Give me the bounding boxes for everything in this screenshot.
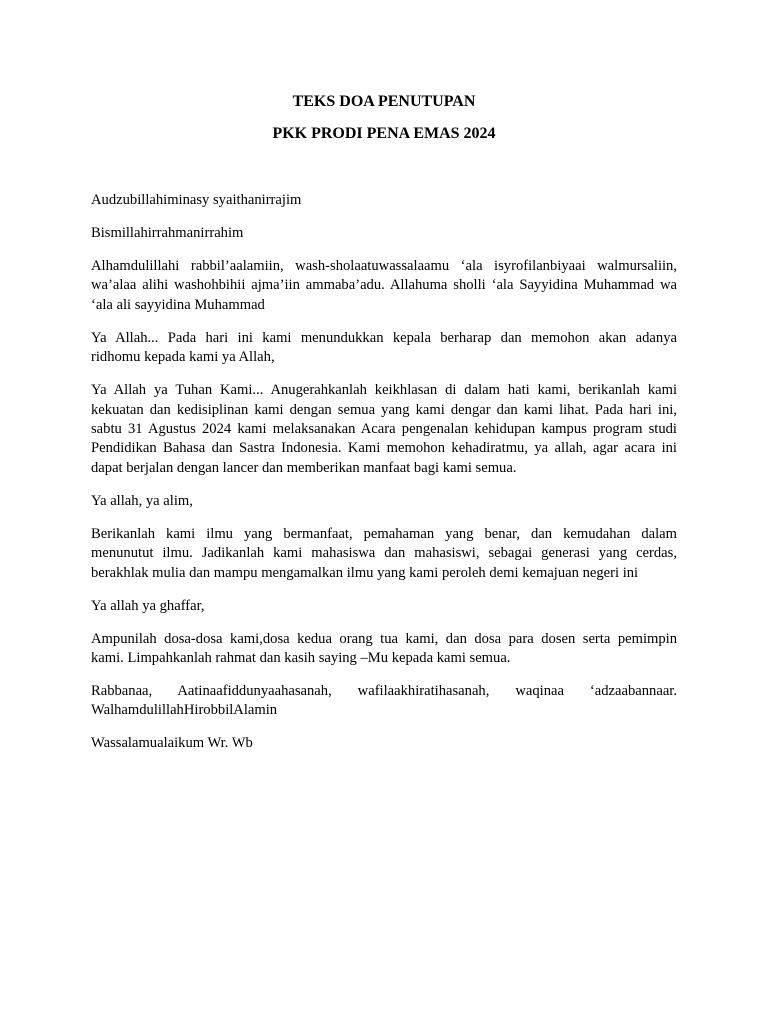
paragraph-line: Ampunilah dosa-dosa kami,dosa kedua orang tua kami, dan dosa para dosen serta pemimpin <box>91 630 677 647</box>
paragraph-line: Berikanlah kami ilmu yang bermanfaat, pemahaman yang benar, dan kemudahan dalam <box>91 525 677 542</box>
paragraph-line: Audzubillahiminasy syaithanirrajim <box>91 192 302 208</box>
paragraph-line: wa’alaa alihi washohbihii ajma’iin ammaba’adu. Allahuma sholli ‘ala Sayyidina Muhammad wa <box>91 277 677 294</box>
paragraph-line: Alhamdulillahi rabbil’aalamiin, wash-sholaatuwassalaamu ‘ala isyrofilanbiyaai walmursaliin, <box>91 258 677 274</box>
paragraph <box>91 682 677 721</box>
paragraph-line: Wassalamualaikum Wr. Wb <box>91 735 253 752</box>
paragraph-line: dapat berjalan dengan lancer dan memberikan manfaat bagi kami semua. <box>91 459 517 476</box>
document-page <box>91 92 677 767</box>
paragraph <box>91 597 677 616</box>
paragraph-line: ridhomu kepada kami ya Allah, <box>91 349 275 366</box>
paragraph <box>91 381 677 478</box>
paragraph <box>91 525 677 583</box>
paragraph-line: Bismillahirrahmanirrahim <box>91 225 244 241</box>
paragraph-line: kekuatan dan kedisiplinan kami dengan semua yang kami dengar dan kami lihat. Pada hari ini, <box>91 401 677 418</box>
paragraph-line: berakhlak mulia dan mampu mengamalkan ilmu yang kami peroleh demi kemajuan negeri ini <box>91 564 639 581</box>
paragraph-line: Ya allah ya ghaffar, <box>91 597 205 614</box>
paragraph-line: Ya allah, ya alim, <box>91 492 193 509</box>
paragraph <box>91 630 677 669</box>
paragraph-line: WalhamdulillahHirobbilAlamin <box>91 702 278 719</box>
paragraph-line: Rabbanaa, Aatinaafiddunyaahasanah, wafilaakhiratihasanah, waqinaa ‘adzaabannaar. <box>91 683 677 700</box>
document-body <box>91 191 677 754</box>
paragraph-line: kami. Limpahkanlah rahmat dan kasih saying –Mu kepada kami semua. <box>91 650 511 667</box>
paragraph-line: Ya Allah... Pada hari ini kami menundukkan kepala berharap dan memohon akan adanya <box>91 329 677 346</box>
paragraph-line: ‘ala ali sayyidina Muhammad <box>91 296 265 313</box>
paragraph <box>91 329 677 368</box>
paragraph-line: Pendidikan Bahasa dan Sastra Indonesia. Kami memohon kehadiratmu, ya allah, agar acara ini <box>91 440 677 457</box>
paragraph <box>91 224 677 243</box>
paragraph <box>91 734 677 753</box>
paragraph <box>91 191 677 210</box>
document-subtitle: PKK PRODI PENA EMAS 2024 <box>272 125 496 142</box>
document-title: TEKS DOA PENUTUPAN <box>292 93 476 110</box>
paragraph <box>91 492 677 511</box>
paragraph-line: menunutut ilmu. Jadikanlah kami mahasiswa dan mahasiswi, sebagai generasi yang cerdas, <box>91 545 677 562</box>
paragraph <box>91 257 677 315</box>
paragraph-line: Ya Allah ya Tuhan Kami... Anugerahkanlah keikhlasan di dalam hati kami, berikanlah kami <box>91 382 677 399</box>
paragraph-line: sabtu 31 Agustus 2024 kami melaksanakan Acara pengenalan kehidupan kampus program studi <box>91 421 677 438</box>
